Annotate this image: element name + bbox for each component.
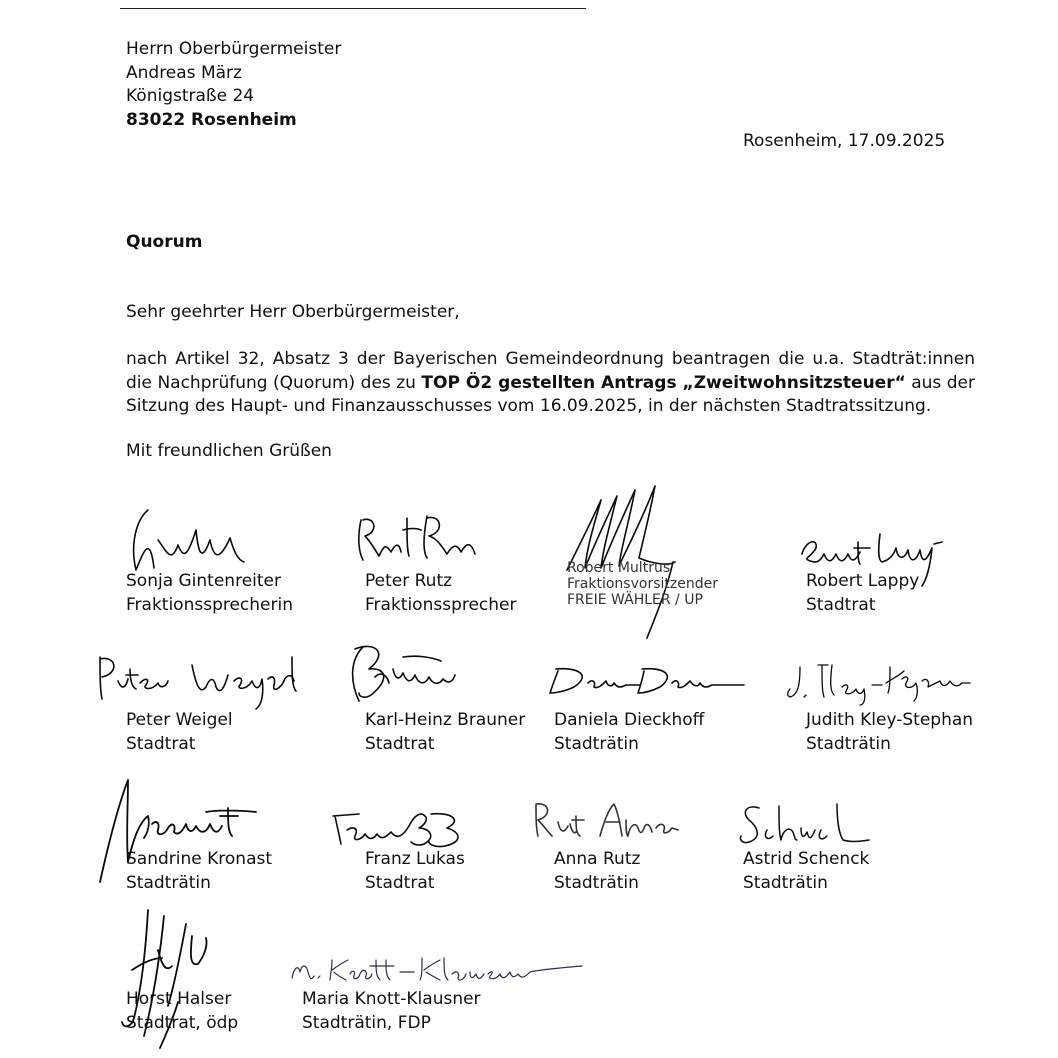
signatory-name: Sandrine Kronast bbox=[126, 849, 273, 869]
signatory-role: Stadtrat bbox=[365, 733, 435, 754]
handwritten-signature bbox=[357, 508, 487, 568]
handwritten-signature bbox=[739, 800, 875, 850]
body-text-2: aus der Sitzung des Haupt- und Finanzausschusses vom 16.09.2025, in der nächsten Stadtratssitzung. bbox=[126, 372, 975, 416]
signatory-role: Stadträtin bbox=[743, 872, 828, 893]
recipient-salutation-line: Herrn Oberbürgermeister bbox=[126, 39, 342, 59]
signature-block bbox=[365, 709, 525, 756]
body-text-bold: TOP Ö2 gestellten Antrags „Zweitwohnsitzsteuer“ bbox=[421, 372, 906, 393]
recipient-street: Königstraße 24 bbox=[126, 86, 255, 106]
date-line: Rosenheim, 17.09.2025 bbox=[743, 131, 946, 151]
signature-block bbox=[302, 988, 481, 1035]
signatory-name: Sonja Gintenreiter bbox=[126, 571, 281, 591]
handwritten-signature bbox=[331, 806, 471, 852]
signatory-role: Stadtrat bbox=[806, 594, 876, 615]
recipient-city: 83022 Rosenheim bbox=[126, 109, 297, 130]
signature-block bbox=[126, 570, 293, 617]
signature-block bbox=[806, 709, 973, 756]
signature-block bbox=[126, 988, 238, 1035]
handwritten-signature bbox=[96, 651, 306, 711]
body-text-1: nach Artikel 32, Absatz 3 der Bayerischen Gemeindeordnung beantragen die u.a. Stadträt:innen die Nachprüfung (Quorum) des zu bbox=[126, 349, 975, 393]
signatory-name: Peter Rutz bbox=[365, 571, 453, 591]
signature-block bbox=[126, 848, 272, 895]
signature-block bbox=[554, 709, 704, 756]
signatory-name: Peter Weigel bbox=[126, 710, 233, 730]
signatory-name: Franz Lukas bbox=[365, 849, 465, 869]
signatory-party: FREIE WÄHLER / UP bbox=[567, 592, 703, 608]
handwritten-signature bbox=[288, 952, 588, 986]
handwritten-signature bbox=[786, 661, 972, 707]
signatory-role: Fraktionssprecherin bbox=[126, 594, 294, 615]
signature-block bbox=[365, 848, 465, 895]
signatory-name: Maria Knott-Klausner bbox=[302, 989, 481, 1009]
signatory-role: Fraktionssprecher bbox=[365, 594, 517, 615]
signatory-role: Fraktionsvorsitzender bbox=[567, 576, 718, 592]
signature-block bbox=[365, 570, 517, 617]
handwritten-signature bbox=[345, 639, 465, 711]
signatory-role: Stadtrat bbox=[365, 872, 435, 893]
body-paragraph bbox=[126, 348, 975, 419]
signatory-name: Anna Rutz bbox=[554, 849, 641, 869]
signatory-role: Stadträtin bbox=[554, 872, 639, 893]
signatory-role: Stadträtin, FDP bbox=[302, 1012, 431, 1033]
recipient-name: Andreas März bbox=[126, 62, 242, 83]
signatory-name: Robert Lappy bbox=[806, 571, 920, 591]
signatory-name: Astrid Schenck bbox=[743, 849, 870, 869]
handwritten-signature bbox=[530, 798, 690, 842]
recipient-address bbox=[126, 38, 341, 132]
signatory-name: Horst Halser bbox=[126, 989, 232, 1009]
signatory-name: Robert Multrus bbox=[567, 560, 671, 576]
signature-block bbox=[126, 709, 233, 756]
signature-block bbox=[567, 560, 718, 608]
signature-block bbox=[554, 848, 640, 895]
subject: Quorum bbox=[126, 232, 203, 252]
salutation: Sehr geehrter Herr Oberbürgermeister, bbox=[126, 302, 460, 322]
signatory-role: Stadtrat, ödp bbox=[126, 1012, 239, 1033]
signatory-role: Stadträtin bbox=[806, 733, 891, 754]
handwritten-signature bbox=[548, 661, 748, 701]
header-rule bbox=[120, 8, 586, 9]
closing: Mit freundlichen Grüßen bbox=[126, 441, 332, 461]
signatory-name: Daniela Dieckhoff bbox=[554, 710, 705, 730]
signatory-role: Stadtrat bbox=[126, 733, 196, 754]
signatory-name: Karl-Heinz Brauner bbox=[365, 710, 526, 730]
signature-block bbox=[743, 848, 869, 895]
signatory-role: Stadträtin bbox=[126, 872, 211, 893]
signatory-name: Judith Kley-Stephan bbox=[806, 710, 974, 730]
signatory-role: Stadträtin bbox=[554, 733, 639, 754]
signature-block bbox=[806, 570, 919, 617]
